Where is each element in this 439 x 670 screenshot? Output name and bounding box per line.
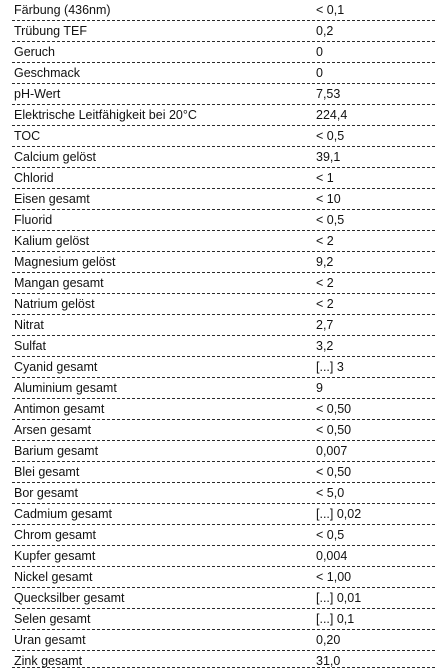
parameter-name: Kupfer gesamt [14,549,96,563]
row-divider [12,629,435,630]
table-row [12,400,435,421]
parameter-name: Cyanid gesamt [14,360,98,374]
table-row [12,442,435,463]
parameter-value: < 2 [316,234,334,248]
table-row [12,106,435,127]
table-row [12,274,435,295]
row-divider [12,503,435,504]
row-divider [12,272,435,273]
row-divider [12,482,435,483]
row-divider [12,356,435,357]
row-divider [12,188,435,189]
parameter-name: Magnesium gelöst [14,255,116,269]
row-divider [12,377,435,378]
row-divider [12,650,435,651]
parameter-name: Zink gesamt [14,654,83,668]
table-row [12,22,435,43]
parameter-name: Selen gesamt [14,612,91,626]
row-divider [12,104,435,105]
row-divider [12,251,435,252]
table-row [12,232,435,253]
parameter-name: Fluorid [14,213,53,227]
row-divider [12,41,435,42]
table-row [12,610,435,631]
parameter-name: Geschmack [14,66,80,80]
parameter-value: 9 [316,381,323,395]
table-row [12,295,435,316]
table-row [12,631,435,652]
parameter-value: < 2 [316,297,334,311]
table-row [12,211,435,232]
row-divider [12,230,435,231]
table-row [12,148,435,169]
parameter-value: 0,007 [316,444,348,458]
row-divider [12,20,435,21]
row-divider [12,146,435,147]
parameter-value: 39,1 [316,150,341,164]
parameter-value: < 10 [316,192,341,206]
row-divider [12,209,435,210]
parameter-value: < 0,5 [316,213,345,227]
row-divider [12,314,435,315]
parameter-value: 7,53 [316,87,341,101]
parameter-name: Eisen gesamt [14,192,90,206]
parameter-value: < 0,50 [316,465,352,479]
parameter-value: < 0,1 [316,3,345,17]
table-row [12,484,435,505]
parameter-value: 2,7 [316,318,334,332]
parameter-name: Chrom gesamt [14,528,96,542]
row-divider [12,566,435,567]
parameter-value: 3,2 [316,339,334,353]
parameter-name: Antimon gesamt [14,402,105,416]
parameter-value: [...] 0,01 [316,591,362,605]
row-divider [12,335,435,336]
table-row [12,1,435,22]
table-row [12,337,435,358]
parameter-name: Natrium gelöst [14,297,95,311]
parameter-value: < 0,5 [316,528,345,542]
row-divider [12,167,435,168]
parameter-name: Uran gesamt [14,633,86,647]
parameter-value: 0,20 [316,633,341,647]
parameter-name: Mangan gesamt [14,276,104,290]
parameter-name: TOC [14,129,41,143]
row-divider [12,587,435,588]
parameter-value: 0 [316,45,323,59]
row-divider [12,461,435,462]
parameter-value: 0,2 [316,24,334,38]
table-row [12,505,435,526]
table-row [12,43,435,64]
parameter-value: [...] 0,02 [316,507,362,521]
table-row [12,127,435,148]
table-row [12,568,435,589]
parameter-value: 0 [316,66,323,80]
row-divider [12,398,435,399]
table-row [12,253,435,274]
row-divider [12,545,435,546]
row-divider [12,419,435,420]
table-row [12,358,435,379]
table-row [12,547,435,568]
parameter-name: Blei gesamt [14,465,80,479]
parameter-value: 31,0 [316,654,341,668]
parameter-value: 9,2 [316,255,334,269]
row-divider [12,293,435,294]
parameter-name: Chlorid [14,171,54,185]
parameter-value: < 2 [316,276,334,290]
parameter-name: Geruch [14,45,55,59]
parameter-name: Calcium gelöst [14,150,96,164]
table-row [12,421,435,442]
parameter-name: Sulfat [14,339,46,353]
table-row [12,85,435,106]
table-row [12,526,435,547]
parameter-name: Färbung (436nm) [14,3,111,17]
parameter-value: < 1,00 [316,570,352,584]
parameter-value: 0,004 [316,549,348,563]
row-divider [12,440,435,441]
parameter-value: < 0,50 [316,423,352,437]
parameter-name: Aluminium gesamt [14,381,117,395]
parameter-name: Trübung TEF [14,24,87,38]
parameter-name: pH-Wert [14,87,61,101]
row-divider [12,125,435,126]
parameter-value: < 0,50 [316,402,352,416]
table-row [12,64,435,85]
row-divider [12,524,435,525]
parameter-name: Quecksilber gesamt [14,591,125,605]
parameter-value: < 1 [316,171,334,185]
parameter-value: < 0,5 [316,129,345,143]
parameter-name: Arsen gesamt [14,423,92,437]
parameter-name: Cadmium gesamt [14,507,112,521]
parameter-name: Nitrat [14,318,44,332]
table-row [12,589,435,610]
table-row [12,463,435,484]
parameter-name: Kalium gelöst [14,234,90,248]
parameter-name: Nickel gesamt [14,570,93,584]
parameter-name: Barium gesamt [14,444,99,458]
row-divider [12,62,435,63]
row-divider [12,608,435,609]
parameter-value: < 5,0 [316,486,345,500]
table-row [12,379,435,400]
parameter-name: Elektrische Leitfähigkeit bei 20°C [14,108,197,122]
table-row [12,190,435,211]
table-row [12,169,435,190]
table-row [12,316,435,337]
table-row [12,652,435,668]
parameter-value: [...] 0,1 [316,612,355,626]
parameter-value: [...] 3 [316,360,344,374]
parameter-value: 224,4 [316,108,348,122]
row-divider [12,83,435,84]
parameter-name: Bor gesamt [14,486,78,500]
